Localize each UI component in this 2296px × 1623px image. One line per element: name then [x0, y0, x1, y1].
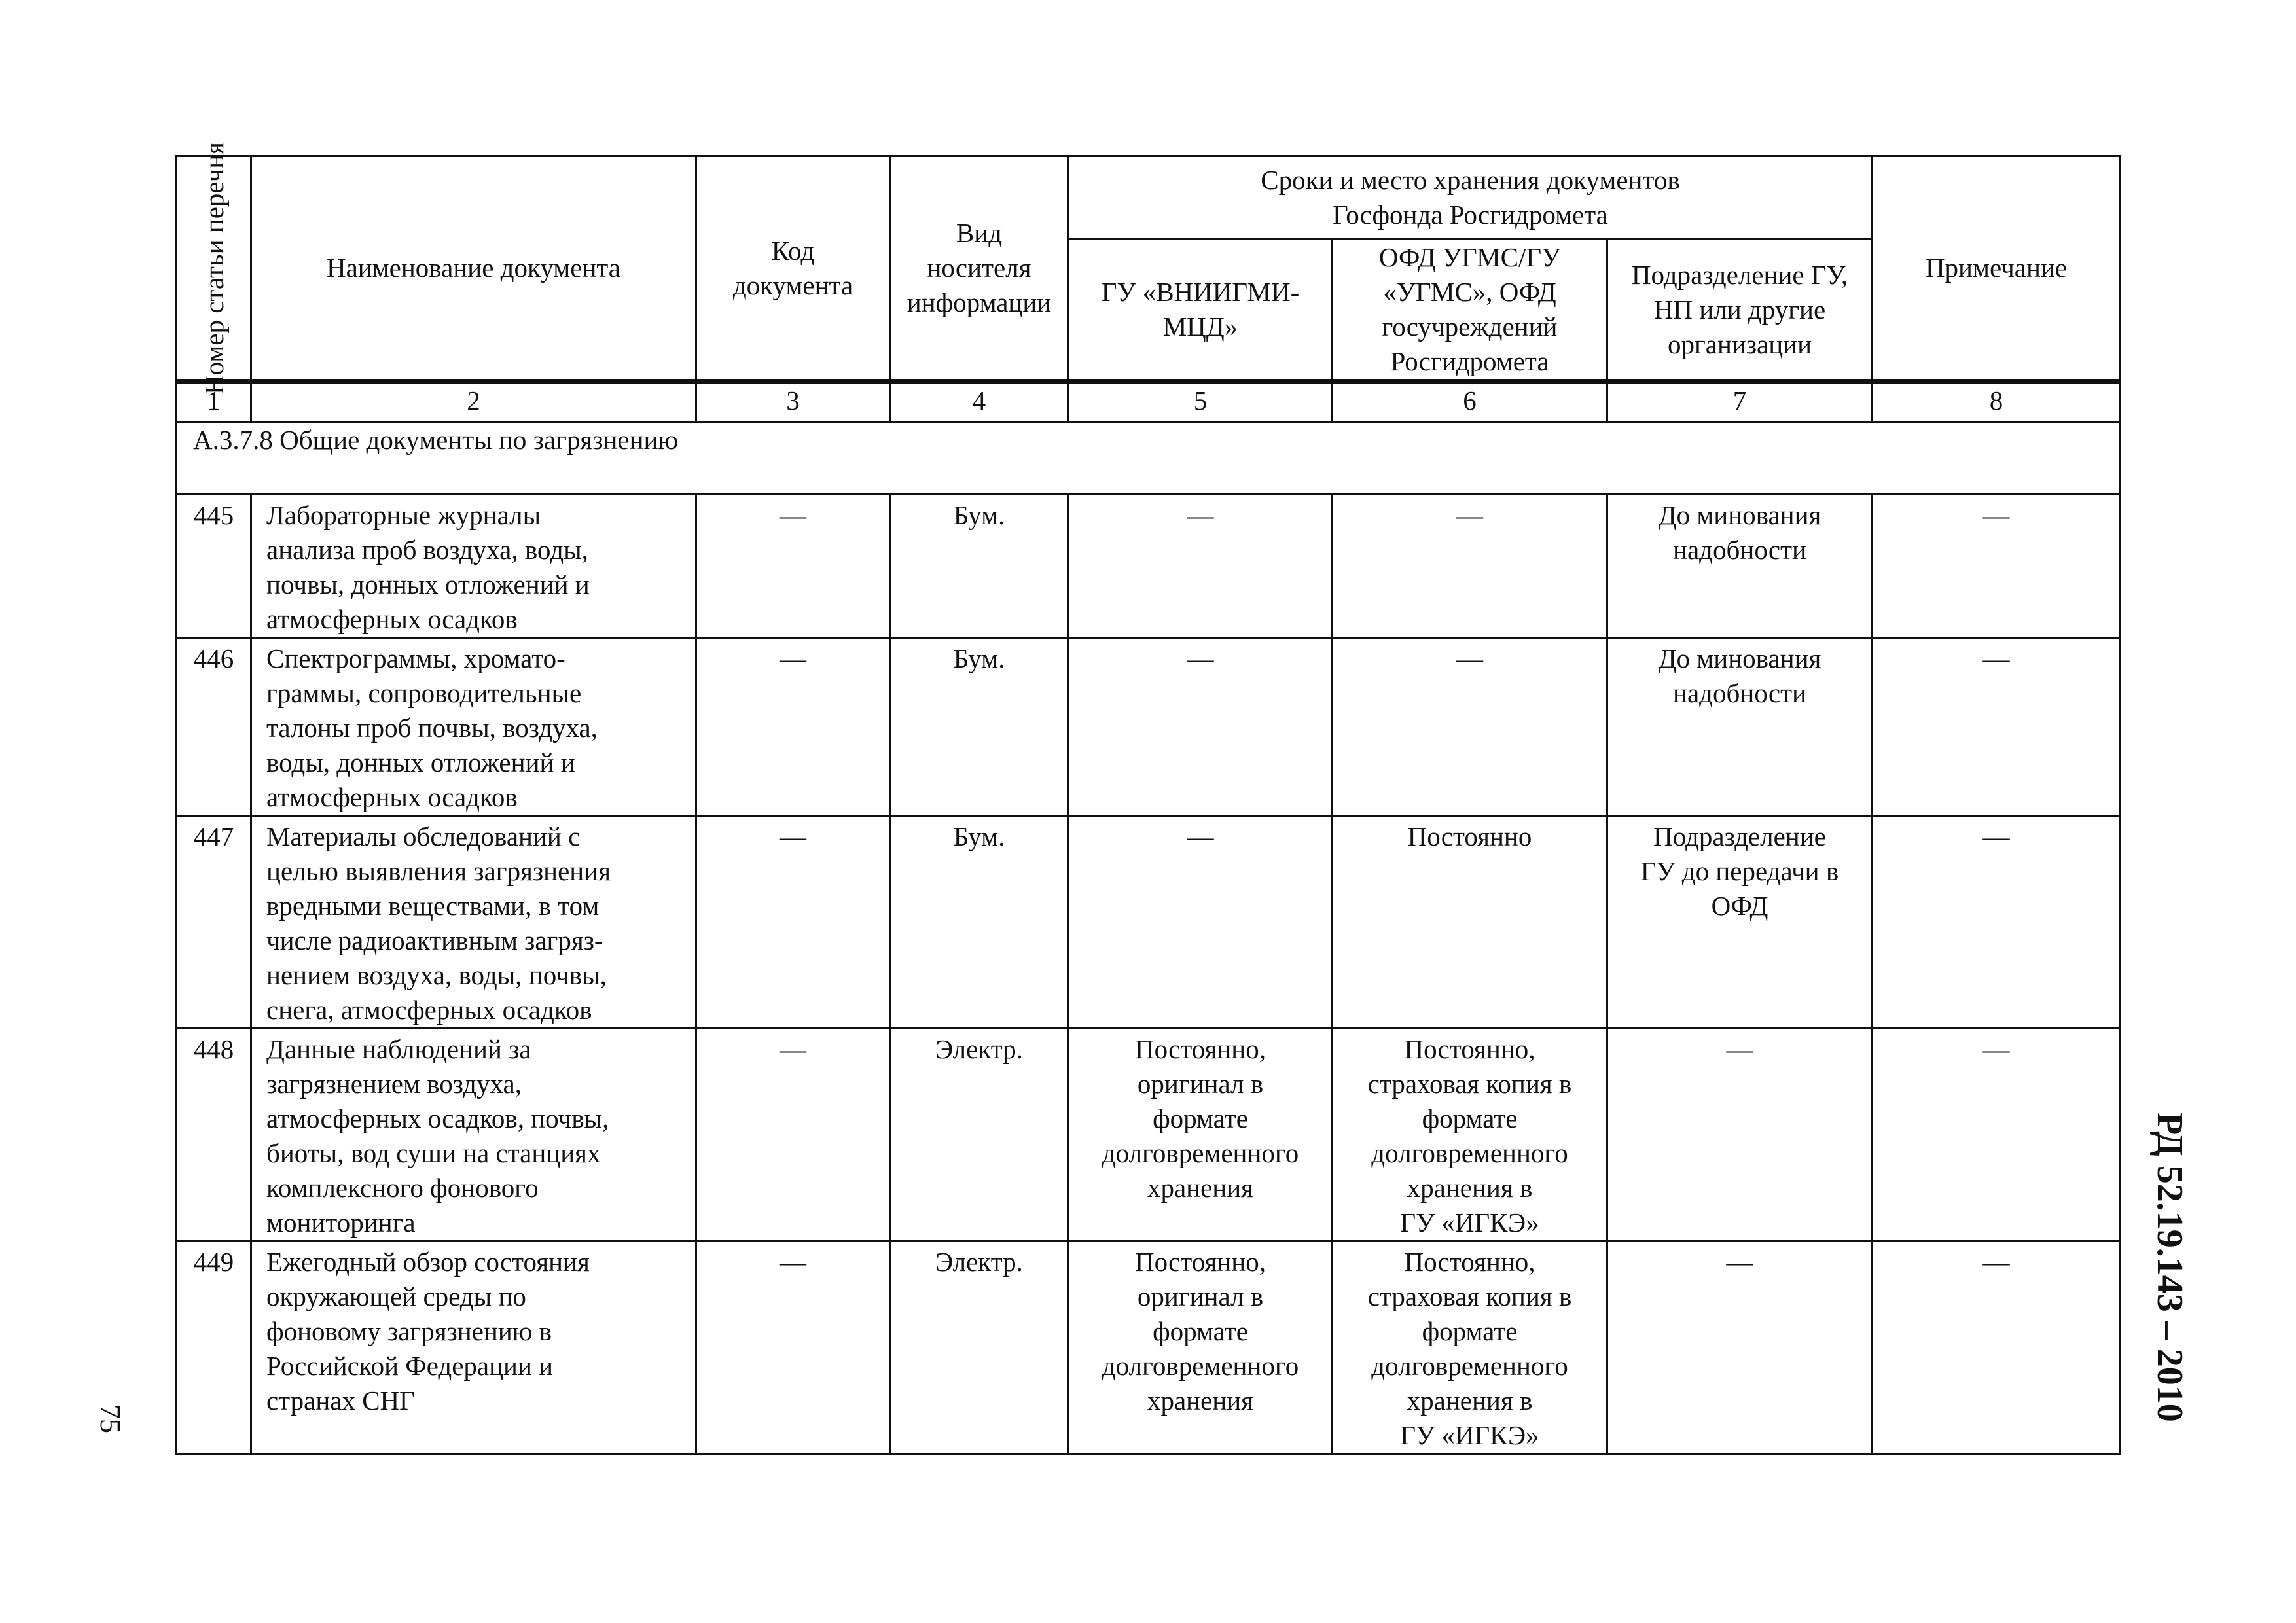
storage-vniigmi: Постоянно, оригинал в формате долговременного хранения: [1069, 1029, 1333, 1241]
document-name: Материалы обследований с целью выявления загрязнения вредными веществами, в том числе радиоактивным загряз- нением воздуха, воды, почвы, снега, атмосферных осадков: [251, 816, 696, 1029]
header-item-number-label: Номер статьи перечня: [198, 141, 229, 395]
header-document-code: Код документа: [696, 156, 890, 382]
storage-subdivision: —: [1607, 1241, 1873, 1454]
note: —: [1873, 495, 2121, 638]
storage-vniigmi: —: [1069, 495, 1333, 638]
page-number: 75: [94, 1404, 126, 1433]
storage-ofd: —: [1333, 638, 1607, 816]
storage-vniigmi: —: [1069, 816, 1333, 1029]
retention-schedule-table: [175, 141, 2121, 1455]
column-number: 7: [1607, 382, 1873, 422]
medium: Бум.: [890, 495, 1069, 638]
document-name: Лабораторные журналы анализа проб воздуха, воды, почвы, донных отложений и атмосферных осадков: [251, 495, 696, 638]
column-number: 1: [177, 382, 251, 422]
storage-ofd: Постоянно, страховая копия в формате долговременного хранения в ГУ «ИГКЭ»: [1333, 1241, 1607, 1454]
table-row: [177, 1241, 2121, 1454]
header-subdivision: Подразделение ГУ, НП или другие организации: [1607, 240, 1873, 382]
header-document-name: Наименование документа: [251, 156, 696, 382]
medium: Бум.: [890, 816, 1069, 1029]
document-code: —: [696, 816, 890, 1029]
column-number: 3: [696, 382, 890, 422]
storage-ofd: Постоянно, страховая копия в формате долговременного хранения в ГУ «ИГКЭ»: [1333, 1029, 1607, 1241]
table-row: [177, 1029, 2121, 1241]
header-item-number: [177, 141, 251, 395]
item-number: 448: [177, 1029, 251, 1241]
storage-subdivision: До минования надобности: [1607, 495, 1873, 638]
storage-subdivision: До минования надобности: [1607, 638, 1873, 816]
column-number: 4: [890, 382, 1069, 422]
section-title: А.3.7.8 Общие документы по загрязнению: [177, 422, 2121, 495]
storage-ofd: —: [1333, 495, 1607, 638]
storage-vniigmi: Постоянно, оригинал в формате долговременного хранения: [1069, 1241, 1333, 1454]
note: —: [1873, 638, 2121, 816]
note: —: [1873, 1029, 2121, 1241]
column-number: 5: [1069, 382, 1333, 422]
header-ofd: ОФД УГМС/ГУ «УГМС», ОФД госучреждений Росгидромета: [1333, 240, 1607, 382]
note: —: [1873, 816, 2121, 1029]
column-number-row: [177, 382, 2121, 422]
table-row: [177, 638, 2121, 816]
item-number: 449: [177, 1241, 251, 1454]
storage-ofd: Постоянно: [1333, 816, 1607, 1029]
storage-subdivision: —: [1607, 1029, 1873, 1241]
item-number: 446: [177, 638, 251, 816]
medium: Бум.: [890, 638, 1069, 816]
table-row: [177, 495, 2121, 638]
header-medium: Вид носителя информации: [890, 156, 1069, 382]
document-code: —: [696, 638, 890, 816]
storage-subdivision: Подразделение ГУ до передачи в ОФД: [1607, 816, 1873, 1029]
column-number: 8: [1873, 382, 2121, 422]
column-number: 6: [1333, 382, 1607, 422]
item-number: 445: [177, 495, 251, 638]
medium: Электр.: [890, 1241, 1069, 1454]
document-code: —: [696, 1029, 890, 1241]
document-name: Ежегодный обзор состояния окружающей среды по фоновому загрязнению в Российской Федерации и странах СНГ: [251, 1241, 696, 1454]
header-storage-group: Сроки и место хранения документов Госфонда Росгидромета: [1069, 156, 1873, 240]
item-number: 447: [177, 816, 251, 1029]
document-name: Спектрограммы, хромато- граммы, сопроводительные талоны проб почвы, воздуха, воды, донных отложений и атмосферных осадков: [251, 638, 696, 816]
table-row: [177, 816, 2121, 1029]
storage-vniigmi: —: [1069, 638, 1333, 816]
document-code-title: РД 52.19.143 – 2010: [2149, 1113, 2190, 1422]
note: —: [1873, 1241, 2121, 1454]
document-name: Данные наблюдений за загрязнением воздуха, атмосферных осадков, почвы, биоты, вод суши на станциях комплексного фонового мониторинга: [251, 1029, 696, 1241]
document-code: —: [696, 495, 890, 638]
header-vniigmi: ГУ «ВНИИГМИ- МЦД»: [1069, 240, 1333, 382]
medium: Электр.: [890, 1029, 1069, 1241]
header-note: Примечание: [1873, 156, 2121, 382]
section-row: [177, 422, 2121, 495]
column-number: 2: [251, 382, 696, 422]
document-code: —: [696, 1241, 890, 1454]
